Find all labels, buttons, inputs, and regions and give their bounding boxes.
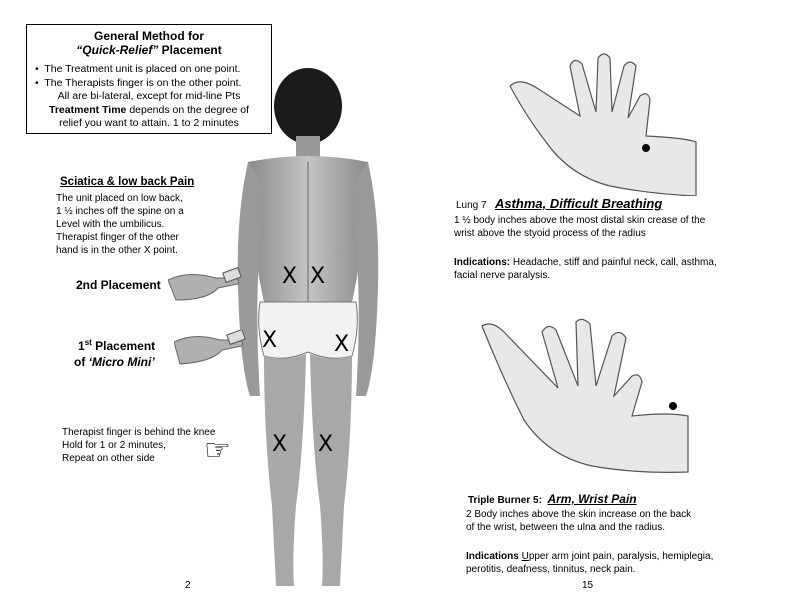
- sciatica-text: The unit placed on low back, 1 ½ inches off the spine on a Level with the umbilicus. Therapist finger of the other hand is in the other X point.: [56, 193, 184, 256]
- first-placement-label: 1st Placement: [78, 338, 156, 353]
- hair: [274, 68, 342, 144]
- hand-illustration-lung7: [500, 46, 700, 196]
- second-placement-label: 2nd Placement: [76, 278, 161, 292]
- triple-burner-description: 2 Body inches above the skin increase on the back of the wrist, between the ulna and the radius.: [466, 509, 692, 533]
- micro-mini-label: of ‘Micro Mini’: [74, 355, 155, 369]
- hand-with-unit-icon: [168, 266, 244, 306]
- x-mark-knee-left: X: [272, 432, 288, 457]
- triple-burner-point-dot: [669, 402, 677, 410]
- triple-burner-indications: Indications Upper arm joint pain, paralysis, hemiplegia, perotitis, deafness, tinnitus, neck pain.: [466, 551, 714, 575]
- x-mark-low-back-right: X: [310, 264, 326, 289]
- left-leg: [264, 354, 306, 586]
- lung7-indications: Indications: Headache, stiff and painful neck, call, asthma, facial nerve paralysis.: [454, 257, 717, 281]
- page-number-left: 2: [185, 580, 191, 591]
- treatment-time-label: Treatment Time: [48, 103, 127, 116]
- pointing-hand-icon: ☞: [204, 433, 231, 468]
- method-line3: All are bi-lateral, except for mid-line Pts: [57, 90, 241, 102]
- lung7-description: 1 ½ body inches above the most distal skin crease of the wrist above the styoid process of the radius: [454, 215, 706, 239]
- hand-with-micro-mini-icon: [174, 330, 248, 370]
- right-leg: [310, 354, 352, 586]
- lung7-heading: Lung 7 Asthma, Difficult Breathing: [456, 196, 663, 211]
- method-title-line2: [27, 44, 271, 58]
- method-line5: relief you want to attain. 1 to 2 minutes: [59, 117, 239, 129]
- x-mark-low-back-left: X: [282, 264, 298, 289]
- hand-illustration-triple-burner: [478, 316, 690, 486]
- method-bullet-1: • The Treatment unit is placed on one point.: [35, 63, 241, 75]
- knee-text: Therapist finger is behind the knee Hold for 1 or 2 minutes, Repeat on other side: [62, 427, 216, 464]
- lung7-point-dot: [642, 144, 650, 152]
- method-line4: Treatment Time depends on the degree of: [48, 103, 250, 116]
- x-mark-hip-left: X: [262, 328, 278, 353]
- triple-burner-heading: Triple Burner 5: Arm, Wrist Pain: [468, 492, 637, 506]
- x-mark-knee-right: X: [318, 432, 334, 457]
- x-mark-hip-right: X: [334, 332, 350, 357]
- method-title-line1: General Method for: [93, 29, 204, 43]
- sciatica-heading: Sciatica & low back Pain: [60, 176, 195, 188]
- page-number-right: 15: [582, 580, 594, 591]
- placement-label: Placement: [158, 42, 222, 57]
- quick-relief-label: “Quick-Relief”: [76, 42, 159, 57]
- human-back-figure: [226, 66, 390, 596]
- method-bullet-2: • The Therapists finger is on the other point.: [35, 76, 242, 89]
